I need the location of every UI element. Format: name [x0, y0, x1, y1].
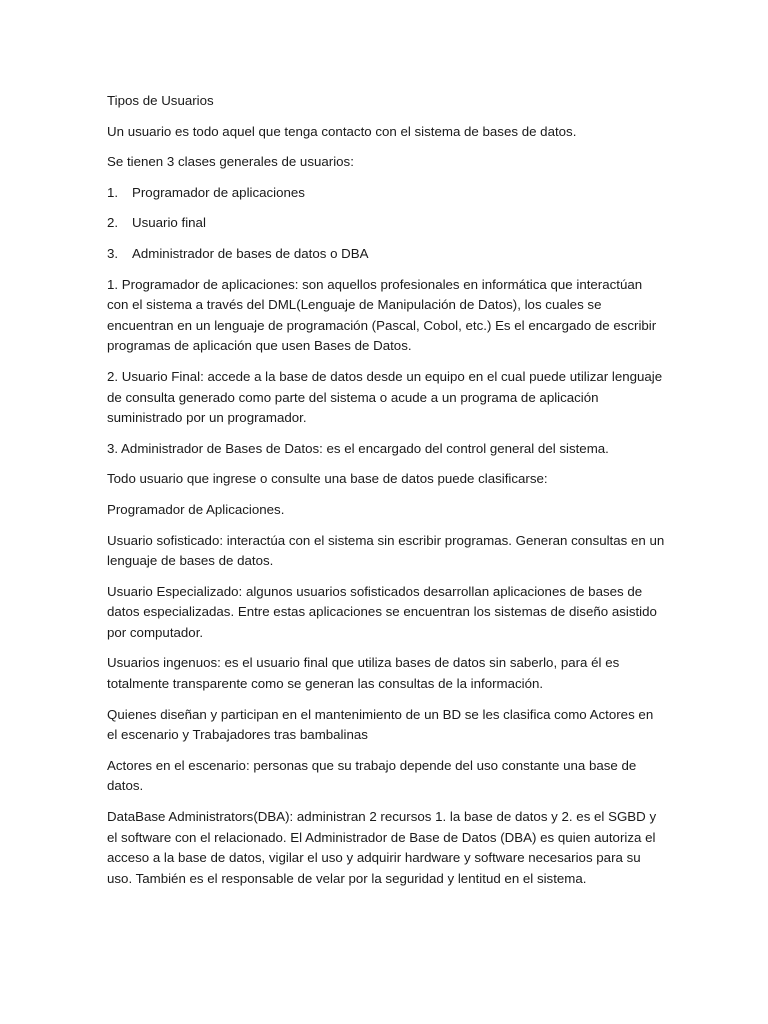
document-page — [107, 91, 667, 899]
body-paragraph: Usuario Especializado: algunos usuarios sofisticados desarrollan aplicaciones de bases de datos especializadas. Entre estas aplicaciones se encuentran los sistemas de diseño asistido por computador. — [107, 583, 657, 640]
body-paragraph: Usuario sofisticado: interactúa con el sistema sin escribir programas. Generan consultas en un lenguaje de bases de datos. — [107, 532, 665, 569]
list-number: 3. — [107, 245, 119, 261]
body-paragraph: DataBase Administrators(DBA): administran 2 recursos 1. la base de datos y 2. es el SGBD y el software con el relacionado. El Administrador de Base de Datos (DBA) es quien autoriza el acceso a la base de datos, vigilar el uso y adquirir hardware y software necesarios para su uso. También es el responsable de velar por la seguridad y lentitud en el sistema. — [107, 809, 657, 886]
list-text: Usuario final — [132, 215, 206, 231]
list-item — [107, 183, 667, 204]
body-paragraph: Usuarios ingenuos: es el usuario final que utiliza bases de datos sin saberlo, para él es totalmente transparente como se generan las consultas de la información. — [107, 655, 620, 692]
body-paragraph: 1. Programador de aplicaciones: son aquellos profesionales en informática que interactúan con el sistema a través del DML(Lenguaje de Manipulación de Datos), los cuales se encuentran en un lenguaje de programación (Pascal, Cobol, etc.) Es el encargado de escribir programas de aplicación que usen Bases de Datos. — [107, 276, 657, 354]
body-paragraph: 2. Usuario Final: accede a la base de datos desde un equipo en el cual puede utilizar lenguaje de consulta generado como parte del sistema o acude a un programa de aplicación suministrado por un programador. — [107, 368, 663, 426]
list-item — [107, 213, 667, 234]
body-paragraph: Todo usuario que ingrese o consulte una base de datos puede clasificarse: — [107, 471, 548, 487]
list-text: Administrador de bases de datos o DBA — [132, 245, 369, 261]
body-paragraph: Programador de Aplicaciones. — [107, 501, 285, 517]
list-text: Programador de aplicaciones — [132, 184, 305, 200]
list-number: 1. — [107, 184, 119, 200]
document-title: Tipos de Usuarios — [107, 93, 214, 108]
list-item — [107, 244, 667, 265]
body-paragraph: Actores en el escenario: personas que su trabajo depende del uso constante una base de datos. — [107, 757, 637, 794]
list-number: 2. — [107, 215, 119, 231]
body-paragraph: 3. Administrador de Bases de Datos: es el encargado del control general del sistema. — [107, 440, 609, 456]
intro-paragraph: Un usuario es todo aquel que tenga contacto con el sistema de bases de datos. — [107, 123, 577, 139]
classes-intro-paragraph: Se tienen 3 clases generales de usuarios: — [107, 154, 354, 170]
body-paragraph: Quienes diseñan y participan en el mantenimiento de un BD se les clasifica como Actores en el escenario y Trabajadores tras bambalinas — [107, 706, 654, 743]
